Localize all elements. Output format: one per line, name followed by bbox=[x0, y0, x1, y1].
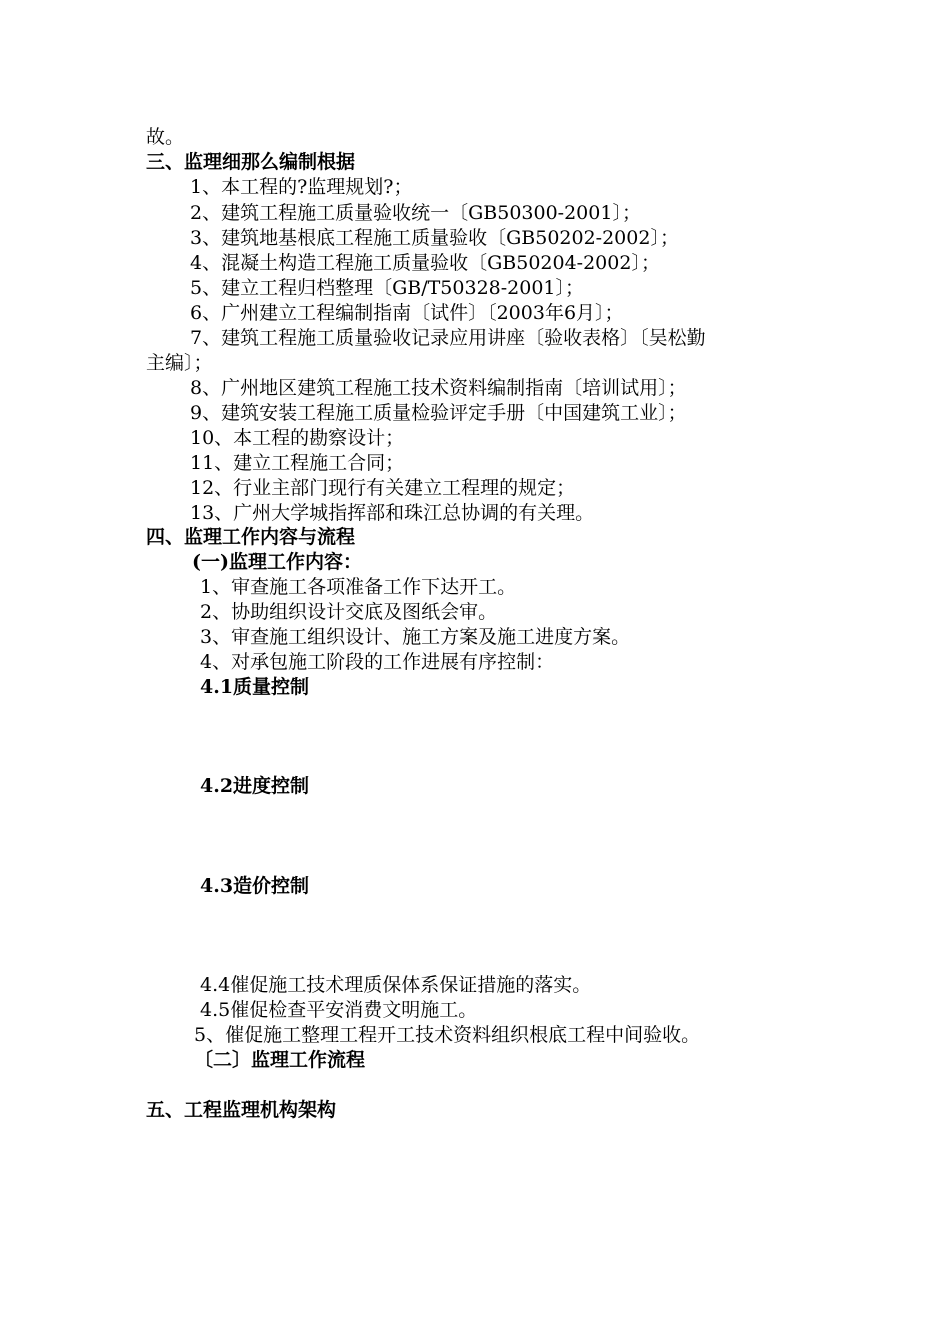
basis-item-1: 1、本工程的?监理规划?； bbox=[190, 176, 413, 198]
basis-item-8: 8、广州地区建筑工程施工技术资料编制指南〔培训试用〕； bbox=[190, 377, 687, 399]
basis-item-3: 3、建筑地基根底工程施工质量验收〔GB50202-2002〕； bbox=[190, 227, 679, 249]
subsection-4-3: 4.3造价控制 bbox=[200, 875, 310, 897]
basis-item-6: 6、广州建立工程编制指南〔试件〕〔2003年6月〕； bbox=[190, 302, 624, 324]
work-item-5: 5、催促施工整理工程开工技术资料组织根底工程中间验收。 bbox=[194, 1024, 701, 1046]
work-item-4: 4、对承包施工阶段的工作进展有序控制： bbox=[200, 651, 555, 673]
basis-item-10: 10、本工程的勘察设计； bbox=[190, 427, 405, 449]
basis-item-11: 11、建立工程施工合同； bbox=[190, 452, 405, 474]
basis-item-5: 5、建立工程归档整理〔GB/T50328-2001〕； bbox=[190, 277, 585, 299]
basis-item-4: 4、混凝土构造工程施工质量验收〔GB50204-2002〕； bbox=[190, 252, 660, 274]
basis-item-7-cont: 主编〕； bbox=[146, 352, 213, 374]
work-item-4-5: 4.5催促检查平安消费文明施工。 bbox=[200, 999, 478, 1021]
basis-item-13: 13、广州大学城指挥部和珠江总协调的有关理。 bbox=[190, 502, 595, 524]
continuation-text: 故。 bbox=[146, 126, 185, 148]
work-item-3: 3、审查施工组织设计、施工方案及施工进度方案。 bbox=[200, 626, 631, 648]
section-4-sub1-heading: (一)监理工作内容： bbox=[192, 551, 362, 573]
section-5-heading: 五、工程监理机构架构 bbox=[146, 1099, 337, 1121]
work-item-4-4: 4.4催促施工技术理质保体系保证措施的落实。 bbox=[200, 974, 592, 996]
subsection-4-1: 4.1质量控制 bbox=[200, 676, 310, 698]
section-3-heading: 三、监理细那么编制根据 bbox=[146, 151, 356, 173]
basis-item-7: 7、建筑工程施工质量验收记录应用讲座〔验收表格〕〔吴松勤 bbox=[190, 327, 706, 349]
work-item-2: 2、协助组织设计交底及图纸会审。 bbox=[200, 601, 498, 623]
basis-item-9: 9、建筑安装工程施工质量检验评定手册〔中国建筑工业〕； bbox=[190, 402, 687, 424]
section-4-heading: 四、监理工作内容与流程 bbox=[146, 526, 356, 548]
subsection-4-2: 4.2进度控制 bbox=[200, 775, 310, 797]
basis-item-2: 2、建筑工程施工质量验收统一〔GB50300-2001〕； bbox=[190, 202, 641, 224]
basis-item-12: 12、行业主部门现行有关建立工程理的规定； bbox=[190, 477, 576, 499]
work-item-1: 1、审查施工各项准备工作下达开工。 bbox=[200, 576, 517, 598]
section-4-sub2-heading: 〔二〕监理工作流程 bbox=[194, 1049, 366, 1071]
